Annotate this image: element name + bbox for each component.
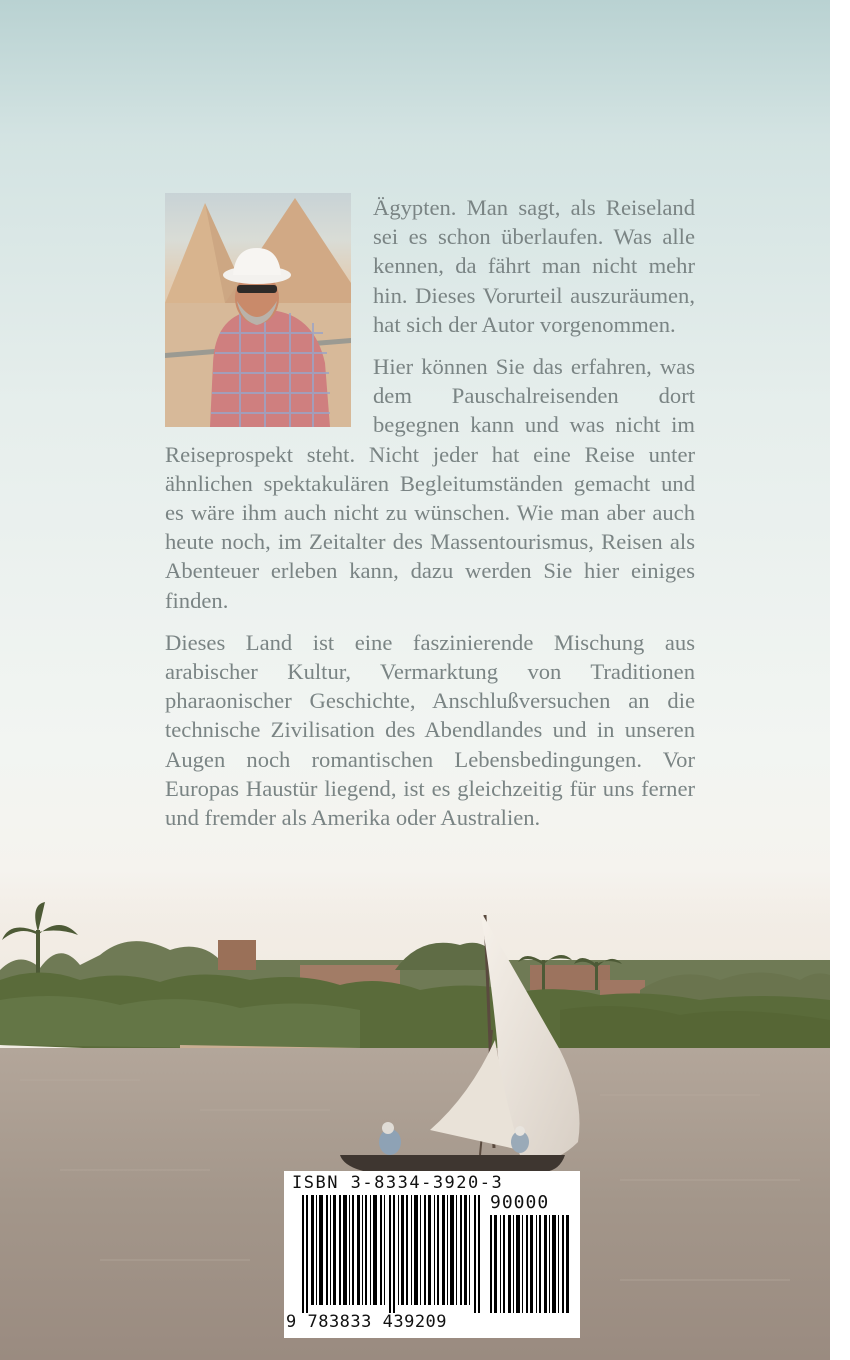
addon-barcode-bars xyxy=(490,1215,572,1313)
paragraph-3: Dieses Land ist eine faszinierende Mischung aus arabischer Kultur, Vermarktung von Traditionen pharaonischer Geschichte, Anschlußversuchen an die technische Zivilisation des Abendlandes und in unseren Augen noch romantischen Lebensbedingungen. Vor Europas Haustür liegend, ist es gleichzeitig für uns ferner und fremder als Amerika oder Australien. xyxy=(165,629,695,831)
ean-barcode-bars xyxy=(302,1195,482,1313)
paragraph-2: Hier können Sie das erfahren, was dem Pauschalreisenden dort begegnen kann und was nicht im Reiseprospekt steht. Nicht jeder hat eine Reise unter ähnlichen spektakulären Begleitumständen gemacht und es wäre ihm auch nicht zu wünschen. Wie man aber auch heute noch, im Zeitalter des Massentourismus, Reisen als Abenteuer erleben kann, dazu werden Sie hier einiges finden. xyxy=(165,354,695,613)
isbn-label: ISBN 3-8334-3920-3 xyxy=(292,1173,504,1193)
page-margin xyxy=(830,0,850,1360)
author-photo xyxy=(165,193,351,427)
ean-digits: 9 783833 439209 xyxy=(286,1312,448,1332)
isbn-barcode xyxy=(284,1171,580,1338)
paragraph-1: Ägypten. Man sagt, als Reiseland sei es schon überlaufen. Was alle kennen, da fährt man nicht mehr hin. Dieses Vorurteil auszuräumen, hat sich der Autor vorgenommen. xyxy=(373,195,695,337)
price-addon-code: 90000 xyxy=(490,1192,550,1213)
blurb-text xyxy=(165,193,695,845)
